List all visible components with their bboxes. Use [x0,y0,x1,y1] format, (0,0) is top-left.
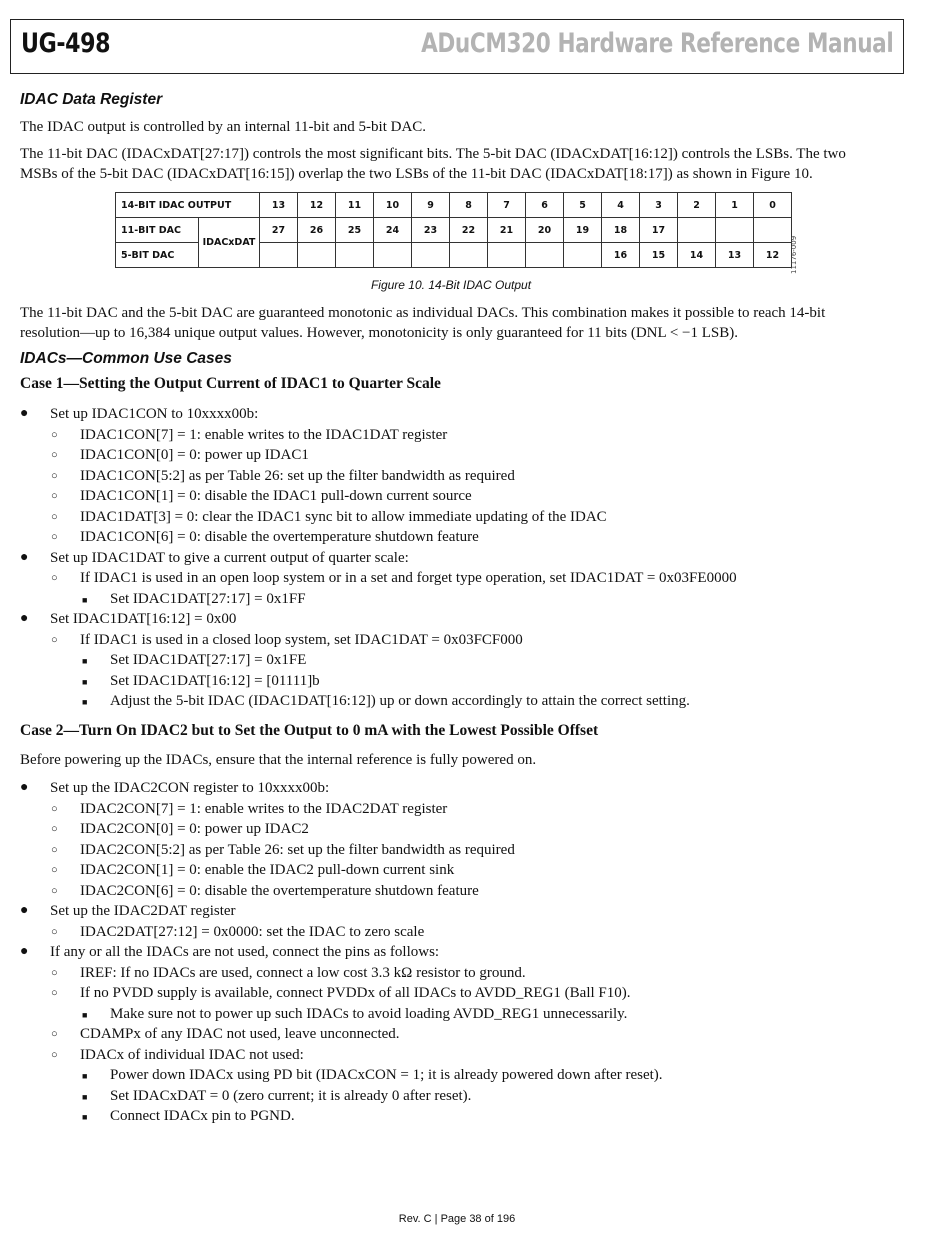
list-item [20,1086,663,1107]
circle-bullet-icon: ○ [51,925,58,938]
square-bullet-icon: ■ [82,676,88,687]
list-item [20,963,663,984]
list-item-text: Set up the IDAC2DAT register [50,903,236,919]
bit-cell: 5 [564,193,602,218]
circle-bullet-icon: ○ [51,864,58,876]
circle-bullet-icon: ○ [51,490,58,502]
list-item [20,691,737,712]
list-item-text: Set IDAC1DAT[27:17] = 0x1FF [110,590,306,607]
list-item-text: IDAC2CON[7] = 1: enable writes to the IDAC2DAT register [80,800,448,817]
list-item-text: IDAC1CON[5:2] as per Table 26: set up the filter bandwidth as required [80,467,515,484]
bit-cell: 0 [754,193,792,218]
group-label-idacxdat: IDACxDAT [199,218,260,268]
bullet-icon: ● [20,406,29,421]
paragraph-monotonic-line1: The 11-bit DAC and the 5-bit DAC are guaranteed monotonic as individual DACs. This combination makes it possible to reach 14-bit [20,305,826,321]
document-id: UG-498 [21,28,111,59]
list-item [20,527,737,548]
list-item [20,901,663,922]
bit-cell: 3 [640,193,678,218]
bit-cell [526,243,564,268]
bit-cell: 23 [412,218,450,243]
list-item [20,1004,663,1025]
list-item-text: Set up IDAC1CON to 10xxxx00b: [50,406,259,422]
bit-cell [488,243,526,268]
bit-cell: 19 [564,218,602,243]
circle-bullet-icon: ○ [51,802,58,815]
bit-cell [374,243,412,268]
list-item-text: Set up the IDAC2CON register to 10xxxx00b: [50,780,330,796]
list-item [20,983,663,1004]
bit-cell [298,243,336,268]
bit-cell: 4 [602,193,640,218]
list-item [20,630,737,651]
bit-cell: 27 [260,218,298,243]
bullet-icon: ● [20,611,29,626]
bit-cell: 15 [640,243,678,268]
section-heading-idac-data-register: IDAC Data Register [20,91,163,108]
list-item-text: If no PVDD supply is available, connect PVDDx of all IDACs to AVDD_REG1 (Ball F10). [80,985,631,1001]
list-item-text: IDACx of individual IDAC not used: [80,1046,304,1063]
bit-cell [564,243,602,268]
circle-bullet-icon: ○ [51,823,58,835]
bit-cell: 22 [450,218,488,243]
list-item-text: IDAC2CON[6] = 0: disable the overtemperature shutdown feature [80,882,479,899]
bullet-icon: ● [20,944,29,959]
bit-cell: 13 [716,243,754,268]
list-item [20,860,663,881]
list-item [20,1045,663,1066]
list-item-text: If IDAC1 is used in an open loop system or in a set and forget type operation, set IDAC1DAT = 0x03FE0000 [80,570,737,586]
list-item-text: IDAC1CON[0] = 0: power up IDAC1 [80,447,309,463]
bit-cell: 11 [336,193,374,218]
bit-cell [336,243,374,268]
row-label-11bit: 11-BIT DAC [116,218,199,243]
bit-cell [716,218,754,243]
list-item [20,568,737,589]
bit-cell: 16 [602,243,640,268]
list-item-text: Set IDACxDAT = 0 (zero current; it is already 0 after reset). [110,1087,472,1104]
list-item [20,404,737,425]
bit-cell: 12 [298,193,336,218]
bit-cell [450,243,488,268]
case2-list [20,778,663,1127]
page-header [10,19,904,74]
square-bullet-icon: ■ [82,1091,88,1102]
list-item-text: IDAC1CON[1] = 0: disable the IDAC1 pull-down current source [80,488,472,504]
list-item [20,840,663,861]
square-bullet-icon: ■ [82,1071,88,1081]
circle-bullet-icon: ○ [51,884,58,897]
list-item-text: IDAC2DAT[27:12] = 0x0000: set the IDAC to zero scale [80,923,425,940]
list-item [20,548,737,569]
circle-bullet-icon: ○ [51,633,58,646]
bit-cell: 17 [640,218,678,243]
bit-cell [412,243,450,268]
bit-cell: 18 [602,218,640,243]
paragraph-dac-line2: MSBs of the 5-bit DAC (IDACxDAT[16:15]) overlap the two LSBs of the 11-bit DAC (IDACxDAT[18:17]) as shown in Figure 10. [20,166,813,182]
list-item-text: If any or all the IDACs are not used, connect the pins as follows: [50,944,440,960]
list-item [20,466,737,487]
square-bullet-icon: ■ [82,1009,88,1020]
list-item [20,445,737,466]
bit-cell: 20 [526,218,564,243]
list-item [20,609,737,630]
square-bullet-icon: ■ [82,656,88,666]
list-item-text: IDAC1CON[6] = 0: disable the overtemperature shutdown feature [80,529,479,545]
list-item [20,1065,663,1086]
list-item-text: IDAC2CON[1] = 0: enable the IDAC2 pull-down current sink [80,862,455,878]
list-item-text: Set IDAC1DAT[16:12] = [01111]b [110,672,320,689]
list-item [20,942,663,963]
list-item-text: Power down IDACx using PD bit (IDACxCON = 1; it is already powered down after reset). [110,1067,663,1083]
bit-cell: 1 [716,193,754,218]
square-bullet-icon: ■ [82,697,88,707]
list-item [20,1106,663,1127]
row-label-5bit: 5-BIT DAC [116,243,199,268]
case1-heading: Case 1—Setting the Output Current of IDAC1 to Quarter Scale [20,375,441,392]
list-item [20,507,737,528]
bit-cell: 21 [488,218,526,243]
list-item [20,819,663,840]
list-item [20,922,663,943]
list-item-text: IDAC1CON[7] = 1: enable writes to the IDAC1DAT register [80,426,448,443]
section-heading-use-cases: IDACs—Common Use Cases [20,350,232,367]
list-item [20,1024,663,1045]
circle-bullet-icon: ○ [51,843,58,856]
table-header-label: 14-BIT IDAC OUTPUT [116,193,260,218]
circle-bullet-icon: ○ [51,469,58,482]
circle-bullet-icon: ○ [51,966,58,979]
case2-intro: Before powering up the IDACs, ensure that the internal reference is fully powered on. [20,752,537,768]
page-footer: Rev. C | Page 38 of 196 [398,1213,516,1225]
bit-cell: 9 [412,193,450,218]
circle-bullet-icon: ○ [51,449,58,461]
list-item-text: IDAC2CON[0] = 0: power up IDAC2 [80,821,309,837]
bit-cell: 7 [488,193,526,218]
list-item [20,486,737,507]
bit-cell: 24 [374,218,412,243]
list-item [20,650,737,671]
list-item-text: Set IDAC1DAT[16:12] = 0x00 [50,611,237,627]
bullet-icon: ● [20,903,29,918]
list-item [20,671,737,692]
document-title: ADuCM320 Hardware Reference Manual [420,28,893,59]
bullet-icon: ● [20,549,29,565]
bit-cell: 14 [678,243,716,268]
list-item-text: IDAC2CON[5:2] as per Table 26: set up the filter bandwidth as required [80,841,515,858]
bit-cell [678,218,716,243]
bit-cell: 12 [754,243,792,268]
circle-bullet-icon: ○ [51,1048,58,1061]
list-item-text: IDAC1DAT[3] = 0: clear the IDAC1 sync bit to allow immediate updating of the IDAC [80,508,607,525]
bullet-icon: ● [20,780,29,795]
list-item-text: If IDAC1 is used in a closed loop system, set IDAC1DAT = 0x03FCF000 [80,631,523,648]
list-item-text: IREF: If no IDACs are used, connect a low cost 3.3 kΩ resistor to ground. [80,964,526,981]
bit-cell: 25 [336,218,374,243]
list-item-text: Adjust the 5-bit IDAC (IDAC1DAT[16:12]) up or down accordingly to attain the correct setting. [110,693,690,709]
circle-bullet-icon: ○ [51,428,58,441]
figure-id: 11176-009 [790,235,798,274]
idac-bit-table [115,192,792,268]
list-item-text: CDAMPx of any IDAC not used, leave unconnected. [80,1026,400,1042]
list-item [20,799,663,820]
list-item-text: Make sure not to power up such IDACs to avoid loading AVDD_REG1 unnecessarily. [110,1005,628,1022]
list-item [20,881,663,902]
bit-cell: 10 [374,193,412,218]
list-item-text: Set up IDAC1DAT to give a current output of quarter scale: [50,549,409,566]
circle-bullet-icon: ○ [51,1028,58,1040]
list-item [20,778,663,799]
bit-cell [754,218,792,243]
square-bullet-icon: ■ [82,1112,88,1122]
square-bullet-icon: ■ [82,594,88,605]
figure-caption: Figure 10. 14-Bit IDAC Output [370,278,532,292]
paragraph-intro: The IDAC output is controlled by an internal 11-bit and 5-bit DAC. [20,119,427,135]
case2-heading: Case 2—Turn On IDAC2 but to Set the Output to 0 mA with the Lowest Possible Offset [20,722,599,739]
case1-list [20,404,737,712]
paragraph-monotonic-line2: resolution—up to 16,384 unique output values. However, monotonicity is only guaranteed for 11 bits (DNL < −1 LSB). [20,325,739,341]
list-item [20,425,737,446]
circle-bullet-icon: ○ [51,531,58,543]
list-item-text: Set IDAC1DAT[27:17] = 0x1FE [110,652,307,668]
circle-bullet-icon: ○ [51,572,58,584]
bit-cell: 26 [298,218,336,243]
bit-cell: 8 [450,193,488,218]
circle-bullet-icon: ○ [51,510,58,523]
bit-cell: 2 [678,193,716,218]
paragraph-dac-line1: The 11-bit DAC (IDACxDAT[27:17]) controls the most significant bits. The 5-bit DAC (IDACxDAT[16:12]) controls the LSBs. The two [20,146,846,162]
bit-cell: 13 [260,193,298,218]
list-item-text: Connect IDACx pin to PGND. [110,1108,295,1124]
circle-bullet-icon: ○ [51,987,58,999]
bit-cell: 6 [526,193,564,218]
bit-cell [260,243,298,268]
list-item [20,589,737,610]
